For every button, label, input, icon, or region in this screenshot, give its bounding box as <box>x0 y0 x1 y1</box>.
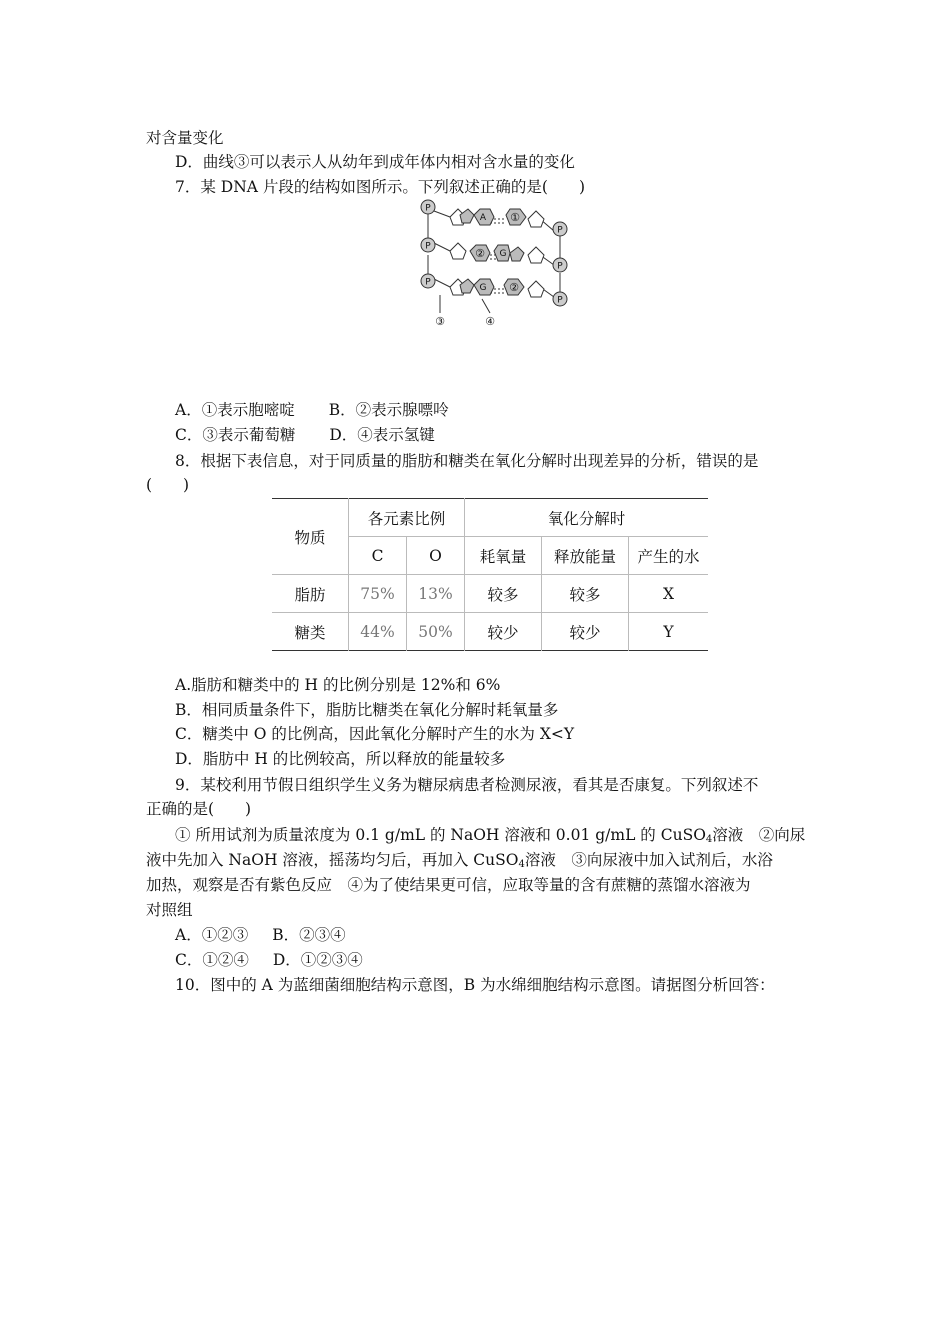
statement-text: 溶液 ②向尿 <box>712 826 806 844</box>
label-2: ② <box>509 281 519 294</box>
phosphate-label: P <box>425 241 431 252</box>
option-row <box>175 423 435 447</box>
phosphate-label: P <box>425 277 431 288</box>
header-ratio: 各元素比例 <box>349 499 465 537</box>
header-c: C <box>349 537 407 575</box>
question-7: 7．某 DNA 片段的结构如图所示。下列叙述正确的是( ) <box>175 178 585 196</box>
cell-consume: 较少 <box>465 613 542 651</box>
dna-structure-diagram <box>410 195 580 335</box>
cell-water: X <box>629 575 709 613</box>
subscript: 4 <box>518 859 525 870</box>
option-row <box>175 923 346 947</box>
header-substance: 物质 <box>272 499 349 575</box>
base-g-label: G <box>499 249 507 259</box>
option-b[interactable]: B．相同质量条件下，脂肪比糖类在氧化分解时耗氧量多 <box>175 701 559 719</box>
phosphate-label: P <box>557 225 563 236</box>
statement-text: ① 所用试剂为质量浓度为 0.1 g/mL 的 NaOH 溶液和 0.01 g/mL 的 CuSO <box>175 826 706 844</box>
answer-blank: ( ) <box>146 476 190 494</box>
cell-consume: 较多 <box>465 575 542 613</box>
label-2: ② <box>475 247 485 260</box>
question-9-cont: 正确的是( ) <box>146 800 252 818</box>
option-d[interactable]: D．①②③④ <box>272 951 363 969</box>
sugar-icon <box>528 247 544 263</box>
composition-table <box>272 498 708 651</box>
sugar-icon <box>450 243 466 259</box>
phosphate-label: P <box>557 261 563 272</box>
option-line: D．曲线③可以表示人从幼年到成年体内相对含水量的变化 <box>175 153 575 171</box>
header-o: O <box>407 537 465 575</box>
cell-o: 13% <box>407 575 465 613</box>
option-a[interactable]: A．①②③ <box>175 926 249 944</box>
row-name: 糖类 <box>272 613 349 651</box>
label-1: ① <box>510 211 520 224</box>
cell-c: 75% <box>349 575 407 613</box>
option-b[interactable]: B．②③④ <box>272 926 346 944</box>
question-8: 8．根据下表信息，对于同质量的脂肪和糖类在氧化分解时出现差异的分析，错误的是 <box>175 452 759 470</box>
phosphate-label: P <box>425 203 431 214</box>
header-consume: 耗氧量 <box>465 537 542 575</box>
row-name: 脂肪 <box>272 575 349 613</box>
option-a[interactable]: A．①表示胞嘧啶 <box>175 401 295 419</box>
header-oxidation: 氧化分解时 <box>465 499 709 537</box>
base-g-label: G <box>479 283 487 293</box>
option-c[interactable]: C．①②④ <box>175 951 249 969</box>
label-4: ④ <box>485 315 495 328</box>
option-a[interactable]: A.脂肪和糖类中的 H 的比例分别是 12%和 6% <box>175 676 501 694</box>
subscript: 4 <box>705 834 713 845</box>
option-row <box>175 948 363 972</box>
statement-text: 液中先加入 NaOH 溶液，摇荡均匀后，再加入 CuSO <box>146 851 519 869</box>
option-d[interactable]: D．脂肪中 H 的比例较高，所以释放的能量较多 <box>175 750 506 768</box>
option-c[interactable]: C．糖类中 O 的比例高，因此氧化分解时产生的水为 X<Y <box>175 725 575 743</box>
cell-energy: 较多 <box>542 575 629 613</box>
option-row <box>175 398 449 422</box>
question-9: 9．某校利用节假日组织学生义务为糖尿病患者检测尿液，看其是否康复。下列叙述不 <box>175 776 759 794</box>
label-3: ③ <box>435 315 445 328</box>
option-c[interactable]: C．③表示葡萄糖 <box>175 426 296 444</box>
table-row <box>272 613 708 651</box>
sugar-icon <box>528 281 544 297</box>
statement-text: 溶液 ③向尿液中加入试剂后，水浴 <box>524 851 773 869</box>
option-d[interactable]: D．④表示氢键 <box>329 426 435 444</box>
base-a-label: A <box>479 213 487 223</box>
cell-o: 50% <box>407 613 465 651</box>
phosphate-label: P <box>557 295 563 306</box>
cell-c: 44% <box>349 613 407 651</box>
header-water: 产生的水 <box>629 537 709 575</box>
statement-line: 对照组 <box>146 901 193 919</box>
text-line: 对含量变化 <box>146 129 224 147</box>
table-row <box>272 575 708 613</box>
statement-line: 加热，观察是否有紫色反应 ④为了使结果更可信，应取等量的含有蔗糖的蒸馏水溶液为 <box>146 876 751 894</box>
option-b[interactable]: B．②表示腺嘌呤 <box>328 401 449 419</box>
cell-water: Y <box>629 613 709 651</box>
header-energy: 释放能量 <box>542 537 629 575</box>
question-10: 10．图中的 A 为蓝细菌细胞结构示意图，B 为水绵细胞结构示意图。请据图分析回答： <box>175 976 775 994</box>
sugar-icon <box>528 211 544 227</box>
cell-energy: 较少 <box>542 613 629 651</box>
